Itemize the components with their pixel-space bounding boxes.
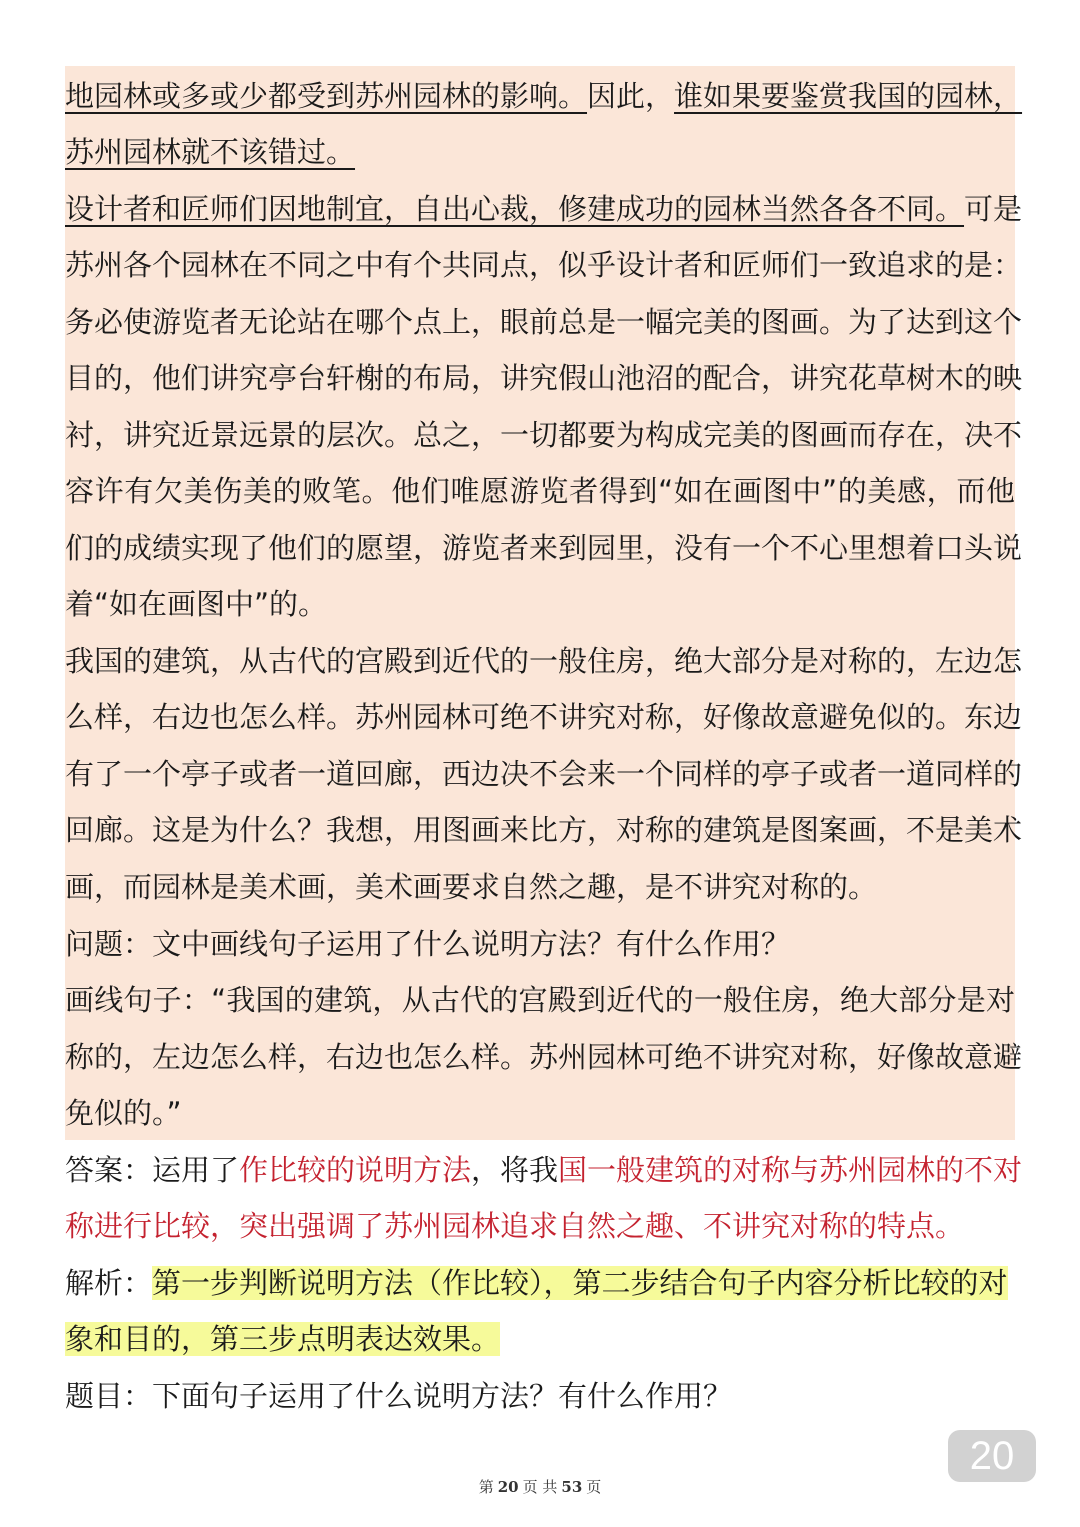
page-footer [0,1476,1080,1498]
passage-line: 们的成绩实现了他们的愿望，游览者来到园里，没有一个不心里想着口头说 [65,531,1023,565]
passage-line: 衬，讲究近景远景的层次。总之，一切都要为构成完美的图画而存在，决不 [65,418,1023,452]
passage-line: 务必使游览者无论站在哪个点上，眼前总是一幅完美的图画。为了达到这个 [65,305,1023,339]
passage-line [65,76,1023,116]
quoted-sentence-line: 免似的。” [65,1096,182,1130]
question-line: 问题：文中画线句子运用了什么说明方法？有什么作用？ [65,927,791,961]
underlined-sentence: 谁如果要鉴赏我国的园林， [674,79,1023,113]
passage-text: 可是 [964,192,1023,226]
analysis-label: 解析： [65,1266,153,1300]
passage-line: 画，而园林是美术画，美术画要求自然之趣，是不讲究对称的。 [65,870,878,904]
analysis-line [65,1263,1015,1303]
underlined-sentence: 地园林或多或少都受到苏州园林的影响。 [65,79,588,113]
answer-label: 答案：运用了 [65,1153,240,1187]
passage-line [65,132,1015,172]
passage-line: 我国的建筑，从古代的宫殿到近代的一般住房，绝大部分是对称的，左边怎 [65,644,1023,678]
underlined-sentence: 苏州园林就不该错过。 [65,135,356,169]
analysis-highlight: 象和目的，第三步点明表达效果。 [65,1322,501,1356]
answer-text: ，将我 [471,1153,559,1187]
footer-total-pages: 53 [561,1478,583,1496]
answer-text-red: 国一般建筑的对称与苏州园林的不对 [558,1153,1023,1187]
footer-prefix: 第 [478,1478,494,1496]
underlined-sentence: 设计者和匠师们因地制宜，自出心裁，修建成功的园林当然各各不同。 [65,192,965,226]
passage-line: 着“如在画图中”的。 [65,587,328,621]
answer-line [65,1206,1015,1246]
passage-line: 目的，他们讲究亭台轩榭的布局，讲究假山池沼的配合，讲究花草树木的映 [65,361,1023,395]
passage-line: 有了一个亭子或者一道回廊，西边决不会来一个同样的亭子或者一道同样的 [65,757,1023,791]
quoted-sentence-line: 画线句子：“我国的建筑，从古代的宫殿到近代的一般住房，绝大部分是对 [65,983,1015,1017]
passage-line: 容许有欠美伤美的败笔。他们唯愿游览者得到“如在画图中”的美感，而他 [65,474,1015,508]
answer-method: 作比较的说明方法 [239,1153,472,1187]
analysis-line [65,1319,1015,1359]
footer-current-page: 20 [497,1478,519,1496]
footer-suffix: 页 [586,1478,602,1496]
answer-text-red: 称进行比较，突出强调了苏州园林追求自然之趣、不讲究对称的特点。 [65,1209,965,1243]
passage-line: 苏州各个园林在不同之中有个共同点，似乎设计者和匠师们一致追求的是： [65,248,1023,282]
quoted-sentence-line: 称的，左边怎么样，右边也怎么样。苏州园林可绝不讲究对称，好像故意避 [65,1040,1023,1074]
page-number-badge: 20 [948,1430,1036,1482]
footer-mid: 页 共 [522,1478,558,1496]
passage-line: 回廊。这是为什么？我想，用图画来比方，对称的建筑是图案画，不是美术 [65,813,1023,847]
answer-line [65,1150,1023,1190]
passage-text: 因此， [587,79,675,113]
passage-line: 么样，右边也怎么样。苏州园林可绝不讲究对称，好像故意避免似的。东边 [65,700,1023,734]
passage-line [65,189,1023,229]
analysis-highlight: 第一步判断说明方法（作比较），第二步结合句子内容分析比较的对 [152,1266,1008,1300]
next-question-line: 题目：下面句子运用了什么说明方法？有什么作用？ [65,1379,733,1413]
